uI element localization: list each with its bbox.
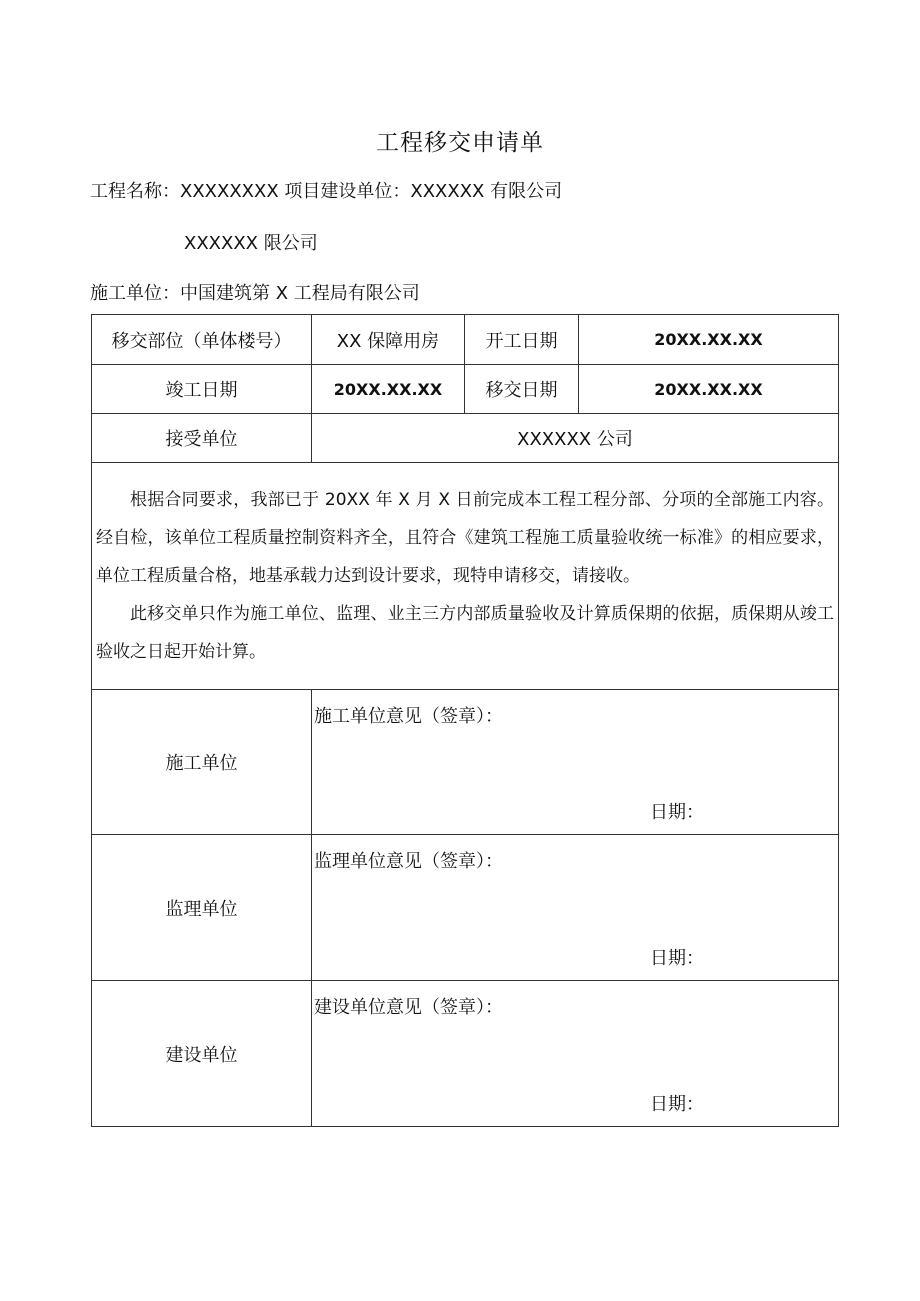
handover-form-table [91,314,839,1127]
client-continuation-line: XXXXXX 限公司 [184,233,318,254]
handover-part-label: 移交部位（单体楼号） [92,315,312,365]
signoff-opinion-client[interactable] [312,981,839,1127]
handover-part-value: XX 保障用房 [312,315,465,365]
signoff-opinion-label: 建设单位意见（签章）： [314,997,503,1018]
handover-date-value: 20XX.XX.XX [579,365,839,414]
signoff-date-label: 日期： [650,802,704,823]
signoff-unit-client: 建设单位 [92,981,312,1127]
handover-date-label: 移交日期 [465,365,579,414]
signoff-opinion-label: 监理单位意见（签章）： [314,851,503,872]
contractor-line: 施工单位：中国建筑第 X 工程局有限公司 [90,283,420,304]
start-date-value: 20XX.XX.XX [579,315,839,365]
receiver-value: XXXXXX 公司 [312,414,839,463]
signoff-unit-contractor: 施工单位 [92,690,312,835]
start-date-label: 开工日期 [465,315,579,365]
signoff-opinion-contractor[interactable] [312,690,839,835]
application-paragraph-1: 根据合同要求，我部已于 20XX 年 X 月 X 日前完成本工程工程分部、分项的全部施工内容。经自检，该单位工程质量控制资料齐全，且符合《建筑工程施工质量验收统一标准》的相应要求，单位工程质量合格，地基承载力达到设计要求，现特申请移交，请接收。 [96,490,834,586]
signoff-opinion-supervisor[interactable] [312,835,839,981]
signoff-date-label: 日期： [650,948,704,969]
completion-date-label: 竣工日期 [92,365,312,414]
application-paragraph-2: 此移交单只作为施工单位、监理、业主三方内部质量验收及计算质保期的依据，质保期从竣工验收之日起开始计算。 [96,604,834,662]
signoff-unit-supervisor: 监理单位 [92,835,312,981]
signoff-date-label: 日期： [650,1094,704,1115]
page-title: 工程移交申请单 [376,130,544,156]
completion-date-value: 20XX.XX.XX [312,365,465,414]
project-name-line: 工程名称：XXXXXXXX 项目建设单位：XXXXXX 有限公司 [90,181,563,202]
application-text-cell [92,463,839,690]
signoff-opinion-label: 施工单位意见（签章）： [314,706,503,727]
receiver-label: 接受单位 [92,414,312,463]
